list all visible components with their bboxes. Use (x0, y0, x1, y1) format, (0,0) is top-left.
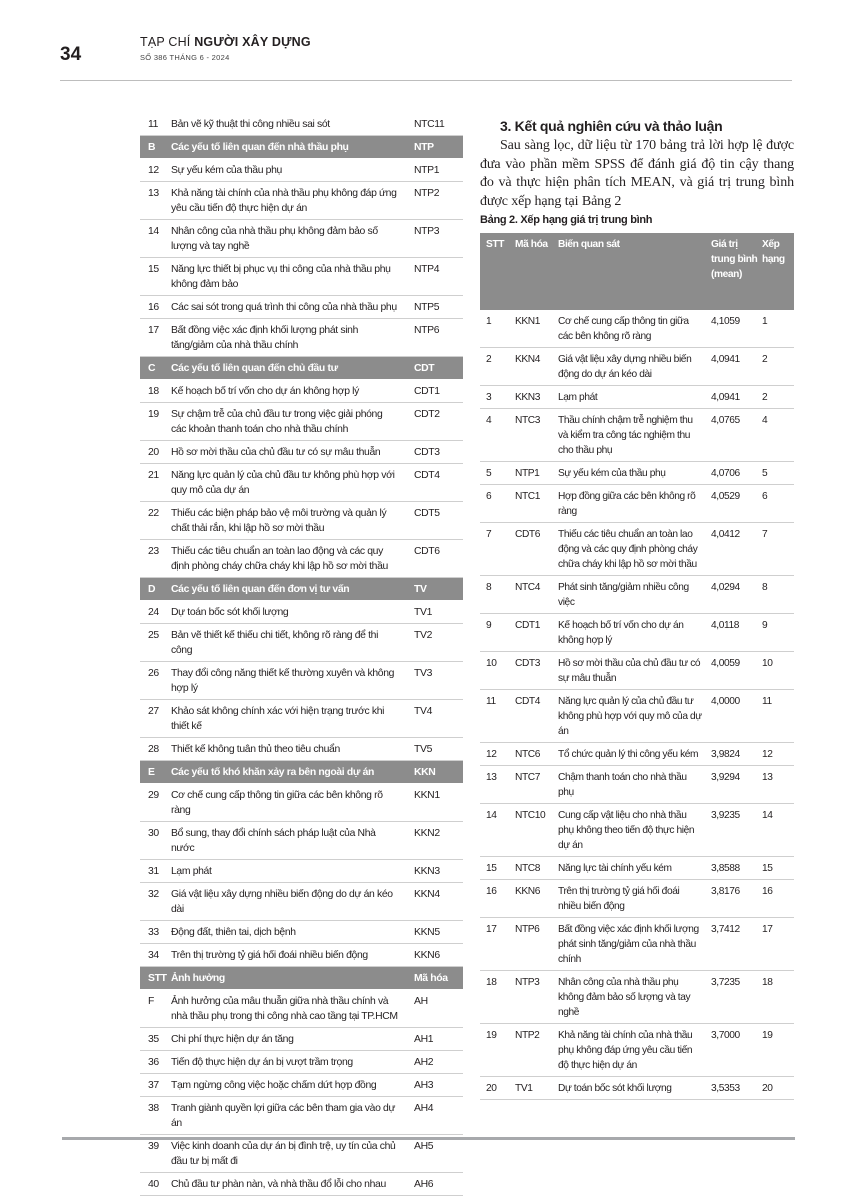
row-code: CDT6 (406, 540, 463, 578)
row-code: NTP6 (515, 918, 558, 971)
section-paragraph: Sau sàng lọc, dữ liệu từ 170 bảng trả lời hợp lệ được đưa vào phần mềm SPSS để đánh giá độ tin cậy thang đo và thực hiện phân tích MEAN, và giá trị trung bình được xếp hạng tại Bảng 2 (480, 138, 794, 209)
row-code: AH2 (406, 1051, 463, 1074)
table-row (480, 310, 794, 348)
table-row (140, 220, 463, 258)
row-variable: Phát sinh tăng/giảm nhiều công việc (558, 576, 711, 614)
group-header-row (140, 357, 463, 380)
row-stt: 6 (480, 485, 515, 523)
row-code: NTP6 (406, 319, 463, 357)
table-row (480, 766, 794, 804)
row-variable: Bất đồng việc xác định khối lượng phát sinh tăng/giảm của nhà thầu chính (558, 918, 711, 971)
table-caption: Bảng 2. Xếp hạng giá trị trung bình (480, 214, 653, 226)
table-row (140, 1135, 463, 1173)
row-code: KKN4 (406, 883, 463, 921)
row-stt: 36 (140, 1051, 171, 1074)
table-row (140, 662, 463, 700)
row-variable: Lạm phát (558, 386, 711, 409)
row-variable: Giá vật liệu xây dựng nhiều biến động do dự án kéo dài (558, 348, 711, 386)
row-code: NTP5 (406, 296, 463, 319)
table-row (140, 319, 463, 357)
table-row (140, 1074, 463, 1097)
row-stt: 11 (140, 113, 171, 136)
table-row (140, 464, 463, 502)
row-code: KKN1 (406, 784, 463, 822)
row-code: KKN6 (515, 880, 558, 918)
header-stt: STT (480, 233, 515, 310)
magazine-name: NGƯỜI XÂY DỰNG (194, 35, 311, 49)
row-stt: 13 (480, 766, 515, 804)
row-variable: Nhân công của nhà thầu phụ không đảm bảo số lượng và tay nghề (558, 971, 711, 1024)
table-row (480, 523, 794, 576)
row-description: Chi phí thực hiện dự án tăng (171, 1028, 406, 1051)
row-description: Dự toán bốc sót khối lượng (171, 601, 406, 624)
row-stt: 7 (480, 523, 515, 576)
row-stt: 3 (480, 386, 515, 409)
table-row (480, 857, 794, 880)
row-code: CDT3 (406, 441, 463, 464)
table-row (140, 784, 463, 822)
row-rank: 5 (762, 462, 794, 485)
row-stt: 12 (140, 159, 171, 182)
header-divider (60, 80, 792, 81)
row-description: Kế hoạch bố trí vốn cho dự án không hợp lý (171, 380, 406, 403)
row-code: AH5 (406, 1135, 463, 1173)
row-code: CDT6 (515, 523, 558, 576)
row-description: Bản vẽ thiết kế thiếu chi tiết, không rõ ràng để thi công (171, 624, 406, 662)
table-row (140, 380, 463, 403)
row-rank: 12 (762, 743, 794, 766)
row-code: NTC1 (515, 485, 558, 523)
row-stt: 13 (140, 182, 171, 220)
row-description: Lạm phát (171, 860, 406, 883)
table-row (140, 860, 463, 883)
row-stt: 20 (480, 1077, 515, 1100)
row-stt: D (140, 578, 171, 601)
row-mean: 3,8176 (711, 880, 762, 918)
row-code: NTP (406, 136, 463, 159)
row-description: Bản vẽ kỹ thuật thi công nhiều sai sót (171, 113, 406, 136)
row-stt: 23 (140, 540, 171, 578)
row-code: NTC8 (515, 857, 558, 880)
row-stt: 18 (480, 971, 515, 1024)
row-description: Hồ sơ mời thầu của chủ đầu tư có sự mâu thuẫn (171, 441, 406, 464)
row-rank: 17 (762, 918, 794, 971)
table-row (480, 348, 794, 386)
table-row (140, 624, 463, 662)
row-variable: Cung cấp vật liệu cho nhà thầu phụ không theo tiến độ thực hiện dự án (558, 804, 711, 857)
row-variable: Năng lực tài chính yếu kém (558, 857, 711, 880)
row-stt: 5 (480, 462, 515, 485)
row-mean: 3,5353 (711, 1077, 762, 1100)
group-header-row (140, 136, 463, 159)
table-row (140, 159, 463, 182)
row-code: KKN3 (515, 386, 558, 409)
row-code: NTP3 (406, 220, 463, 258)
table-row (480, 804, 794, 857)
table-row (480, 462, 794, 485)
row-code: NTP1 (515, 462, 558, 485)
table-row (140, 296, 463, 319)
table-row (480, 576, 794, 614)
table-row (480, 1024, 794, 1077)
row-code: NTC7 (515, 766, 558, 804)
row-rank: 13 (762, 766, 794, 804)
row-stt: 29 (140, 784, 171, 822)
row-description: Các sai sót trong quá trình thi công của nhà thầu phụ (171, 296, 406, 319)
row-stt: 20 (140, 441, 171, 464)
row-rank: 2 (762, 348, 794, 386)
row-stt: STT (140, 967, 171, 990)
row-variable: Dự toán bốc sót khối lượng (558, 1077, 711, 1100)
row-stt: 21 (140, 464, 171, 502)
row-rank: 2 (762, 386, 794, 409)
row-description: Ảnh hưởng của mâu thuẫn giữa nhà thầu chính và nhà thầu phụ trong thi công nhà cao tầng tại TP.HCM (171, 990, 406, 1028)
row-rank: 19 (762, 1024, 794, 1077)
row-rank: 15 (762, 857, 794, 880)
row-mean: 3,9824 (711, 743, 762, 766)
table-row (140, 883, 463, 921)
row-stt: 26 (140, 662, 171, 700)
row-variable: Thiếu các tiêu chuẩn an toàn lao động và các quy định phòng cháy chữa cháy khi lập hồ sơ mời thầu (558, 523, 711, 576)
row-stt: 24 (140, 601, 171, 624)
factor-table-body (140, 113, 463, 1196)
row-description: Giá vật liệu xây dựng nhiều biến động do dự án kéo dài (171, 883, 406, 921)
row-code: TV1 (406, 601, 463, 624)
table-row (140, 403, 463, 441)
row-code: CDT5 (406, 502, 463, 540)
row-stt: 12 (480, 743, 515, 766)
row-stt: 14 (480, 804, 515, 857)
page-number: 34 (60, 44, 82, 65)
table-row (140, 1097, 463, 1135)
row-description: Thiếu các biện pháp bảo vệ môi trường và quản lý chất thải rắn, khi lập hồ sơ mời thầu (171, 502, 406, 540)
row-mean: 3,8588 (711, 857, 762, 880)
row-variable: Tổ chức quản lý thi công yếu kém (558, 743, 711, 766)
table-row (140, 921, 463, 944)
table-row (140, 822, 463, 860)
table-row (140, 601, 463, 624)
row-variable: Năng lực quản lý của chủ đầu tư không phù hợp với quy mô của dự án (558, 690, 711, 743)
row-stt: 17 (480, 918, 515, 971)
row-description: Bất đồng việc xác định khối lượng phát sinh tăng/giảm của nhà thầu chính (171, 319, 406, 357)
table-row (140, 944, 463, 967)
row-description: Năng lực thiết bị phục vụ thi công của nhà thầu phụ không đảm bảo (171, 258, 406, 296)
row-stt: 35 (140, 1028, 171, 1051)
ranking-table-header (480, 233, 794, 310)
row-stt: C (140, 357, 171, 380)
row-stt: 33 (140, 921, 171, 944)
row-stt: 15 (480, 857, 515, 880)
header-code: Mã hóa (515, 233, 558, 310)
factor-table (140, 113, 463, 1196)
table-row (140, 502, 463, 540)
table-row (480, 485, 794, 523)
row-code: NTC3 (515, 409, 558, 462)
row-variable: Khả năng tài chính của nhà thầu phụ không đáp ứng yêu cầu tiến độ thực hiện dự án (558, 1024, 711, 1077)
row-rank: 18 (762, 971, 794, 1024)
row-variable: Trên thị trường tỷ giá hối đoái nhiều biến động (558, 880, 711, 918)
row-code: Mã hóa (406, 967, 463, 990)
table-row (140, 182, 463, 220)
row-code: NTP4 (406, 258, 463, 296)
row-mean: 4,0706 (711, 462, 762, 485)
table-row (480, 690, 794, 743)
row-stt: 15 (140, 258, 171, 296)
row-rank: 9 (762, 614, 794, 652)
row-stt: 38 (140, 1097, 171, 1135)
row-stt: 16 (140, 296, 171, 319)
issue-info: SỐ 386 THÁNG 6 - 2024 (140, 53, 230, 62)
row-code: KKN3 (406, 860, 463, 883)
row-stt: 10 (480, 652, 515, 690)
row-rank: 4 (762, 409, 794, 462)
row-stt: 39 (140, 1135, 171, 1173)
row-description: Ảnh hưởng (171, 967, 406, 990)
row-description: Thiết kế không tuân thủ theo tiêu chuẩn (171, 738, 406, 761)
row-description: Thiếu các tiêu chuẩn an toàn lao động và các quy định phòng cháy chữa cháy khi lập hồ sơ mời thầu (171, 540, 406, 578)
row-stt: 9 (480, 614, 515, 652)
row-stt: B (140, 136, 171, 159)
row-variable: Cơ chế cung cấp thông tin giữa các bên không rõ ràng (558, 310, 711, 348)
table-row (140, 540, 463, 578)
row-variable: Chậm thanh toán cho nhà thầu phụ (558, 766, 711, 804)
table-row (480, 880, 794, 918)
table-row (140, 1051, 463, 1074)
group-header-row (140, 967, 463, 990)
footer-divider (62, 1137, 795, 1140)
header-mean: Giá trị trung bình (mean) (711, 233, 762, 310)
row-code: CDT1 (515, 614, 558, 652)
row-stt: 14 (140, 220, 171, 258)
row-stt: 19 (480, 1024, 515, 1077)
row-description: Việc kinh doanh của dự án bị đình trệ, uy tín của chủ đầu tư bị mất đi (171, 1135, 406, 1173)
row-code: NTC6 (515, 743, 558, 766)
row-rank: 10 (762, 652, 794, 690)
section-title: 3. Kết quả nghiên cứu và thảo luận (500, 118, 723, 134)
table-row (480, 652, 794, 690)
row-code: CDT (406, 357, 463, 380)
row-code: NTP2 (406, 182, 463, 220)
row-stt: 32 (140, 883, 171, 921)
row-mean: 4,0529 (711, 485, 762, 523)
row-mean: 4,0765 (711, 409, 762, 462)
row-description: Các yếu tố liên quan đến chủ đầu tư (171, 357, 406, 380)
page-header (0, 0, 854, 82)
ranking-table (480, 233, 794, 1100)
row-description: Tạm ngừng công việc hoặc chấm dứt hợp đồng (171, 1074, 406, 1097)
row-description: Tranh giành quyền lợi giữa các bên tham gia vào dự án (171, 1097, 406, 1135)
row-mean: 4,0118 (711, 614, 762, 652)
row-description: Động đất, thiên tai, dịch bệnh (171, 921, 406, 944)
row-stt: 4 (480, 409, 515, 462)
row-code: AH (406, 990, 463, 1028)
row-description: Trên thị trường tỷ giá hối đoái nhiều biến động (171, 944, 406, 967)
row-mean: 4,1059 (711, 310, 762, 348)
row-mean: 4,0941 (711, 386, 762, 409)
row-description: Thay đổi công năng thiết kế thường xuyên và không hợp lý (171, 662, 406, 700)
row-code: AH1 (406, 1028, 463, 1051)
row-code: KKN6 (406, 944, 463, 967)
header-rank: Xếp hạng (762, 233, 794, 310)
row-description: Năng lực quản lý của chủ đầu tư không phù hợp với quy mô của dự án (171, 464, 406, 502)
row-stt: 34 (140, 944, 171, 967)
row-stt: 18 (140, 380, 171, 403)
row-code: NTC4 (515, 576, 558, 614)
magazine-title (140, 35, 311, 49)
row-variable: Hợp đồng giữa các bên không rõ ràng (558, 485, 711, 523)
row-code: KKN (406, 761, 463, 784)
table-row (480, 614, 794, 652)
row-mean: 4,0000 (711, 690, 762, 743)
table-row (480, 1077, 794, 1100)
row-stt: 25 (140, 624, 171, 662)
row-mean: 3,9235 (711, 804, 762, 857)
row-code: KKN5 (406, 921, 463, 944)
table-row (140, 113, 463, 136)
row-mean: 3,7235 (711, 971, 762, 1024)
row-rank: 8 (762, 576, 794, 614)
table-row (480, 918, 794, 971)
row-rank: 6 (762, 485, 794, 523)
table-row (140, 738, 463, 761)
row-stt: 30 (140, 822, 171, 860)
row-code: NTP3 (515, 971, 558, 1024)
row-code: TV2 (406, 624, 463, 662)
row-code: CDT4 (406, 464, 463, 502)
table-row (480, 971, 794, 1024)
row-description: Các yếu tố khó khăn xảy ra bên ngoài dự án (171, 761, 406, 784)
row-code: NTP2 (515, 1024, 558, 1077)
table-row (140, 700, 463, 738)
row-code: TV5 (406, 738, 463, 761)
row-stt: 8 (480, 576, 515, 614)
row-rank: 20 (762, 1077, 794, 1100)
row-mean: 4,0412 (711, 523, 762, 576)
table-row (480, 743, 794, 766)
row-mean: 4,0059 (711, 652, 762, 690)
row-stt: 16 (480, 880, 515, 918)
table-row (480, 409, 794, 462)
row-mean: 4,0941 (711, 348, 762, 386)
row-variable: Hồ sơ mời thầu của chủ đầu tư có sự mâu thuẫn (558, 652, 711, 690)
row-description: Khảo sát không chính xác với hiện trạng trước khi thiết kế (171, 700, 406, 738)
row-variable: Kế hoạch bố trí vốn cho dự án không hợp lý (558, 614, 711, 652)
header-variable: Biến quan sát (558, 233, 711, 310)
table-row (140, 1028, 463, 1051)
row-stt: 1 (480, 310, 515, 348)
row-description: Nhân công của nhà thầu phụ không đảm bảo số lượng và tay nghề (171, 220, 406, 258)
row-variable: Thầu chính chậm trễ nghiệm thu và kiểm tra công tác nghiệm thu cho thầu phụ (558, 409, 711, 462)
row-code: NTC11 (406, 113, 463, 136)
row-stt: 2 (480, 348, 515, 386)
row-code: AH6 (406, 1173, 463, 1196)
row-stt: 22 (140, 502, 171, 540)
row-description: Sự chậm trễ của chủ đầu tư trong việc giải phóng các khoản thanh toán cho nhà thầu chính (171, 403, 406, 441)
group-header-row (140, 578, 463, 601)
row-code: CDT4 (515, 690, 558, 743)
row-rank: 1 (762, 310, 794, 348)
group-header-row (140, 761, 463, 784)
row-code: AH4 (406, 1097, 463, 1135)
row-stt: 17 (140, 319, 171, 357)
row-code: TV (406, 578, 463, 601)
row-mean: 3,7412 (711, 918, 762, 971)
row-rank: 14 (762, 804, 794, 857)
row-stt: 27 (140, 700, 171, 738)
row-code: CDT2 (406, 403, 463, 441)
row-description: Khả năng tài chính của nhà thầu phụ không đáp ứng yêu cầu tiến độ thực hiện dự án (171, 182, 406, 220)
ranking-header-row (480, 233, 794, 310)
row-mean: 4,0294 (711, 576, 762, 614)
row-description: Cơ chế cung cấp thông tin giữa các bên không rõ ràng (171, 784, 406, 822)
table-row (140, 1173, 463, 1196)
row-code: CDT1 (406, 380, 463, 403)
row-stt: 40 (140, 1173, 171, 1196)
row-description: Các yếu tố liên quan đến nhà thầu phụ (171, 136, 406, 159)
row-stt: 11 (480, 690, 515, 743)
row-description: Sự yếu kém của thầu phụ (171, 159, 406, 182)
table-row (140, 990, 463, 1028)
row-variable: Sự yếu kém của thầu phụ (558, 462, 711, 485)
row-stt: 28 (140, 738, 171, 761)
row-stt: 37 (140, 1074, 171, 1097)
row-code: AH3 (406, 1074, 463, 1097)
row-description: Chủ đầu tư phàn nàn, và nhà thầu đổ lỗi cho nhau (171, 1173, 406, 1196)
row-description: Bổ sung, thay đổi chính sách pháp luật của Nhà nước (171, 822, 406, 860)
ranking-table-body (480, 310, 794, 1100)
row-code: KKN4 (515, 348, 558, 386)
row-stt: F (140, 990, 171, 1028)
table-row (140, 441, 463, 464)
row-stt: E (140, 761, 171, 784)
row-rank: 7 (762, 523, 794, 576)
row-code: TV4 (406, 700, 463, 738)
row-stt: 19 (140, 403, 171, 441)
row-code: CDT3 (515, 652, 558, 690)
row-mean: 3,9294 (711, 766, 762, 804)
row-code: KKN1 (515, 310, 558, 348)
row-code: NTP1 (406, 159, 463, 182)
row-code: TV3 (406, 662, 463, 700)
row-rank: 16 (762, 880, 794, 918)
table-row (480, 386, 794, 409)
row-code: KKN2 (406, 822, 463, 860)
row-stt: 31 (140, 860, 171, 883)
row-description: Tiến độ thực hiện dự án bị vượt trầm trọng (171, 1051, 406, 1074)
row-rank: 11 (762, 690, 794, 743)
row-description: Các yếu tố liên quan đến đơn vị tư vấn (171, 578, 406, 601)
row-code: TV1 (515, 1077, 558, 1100)
table-row (140, 258, 463, 296)
row-mean: 3,7000 (711, 1024, 762, 1077)
magazine-prefix: TẠP CHÍ (140, 35, 191, 49)
row-code: NTC10 (515, 804, 558, 857)
